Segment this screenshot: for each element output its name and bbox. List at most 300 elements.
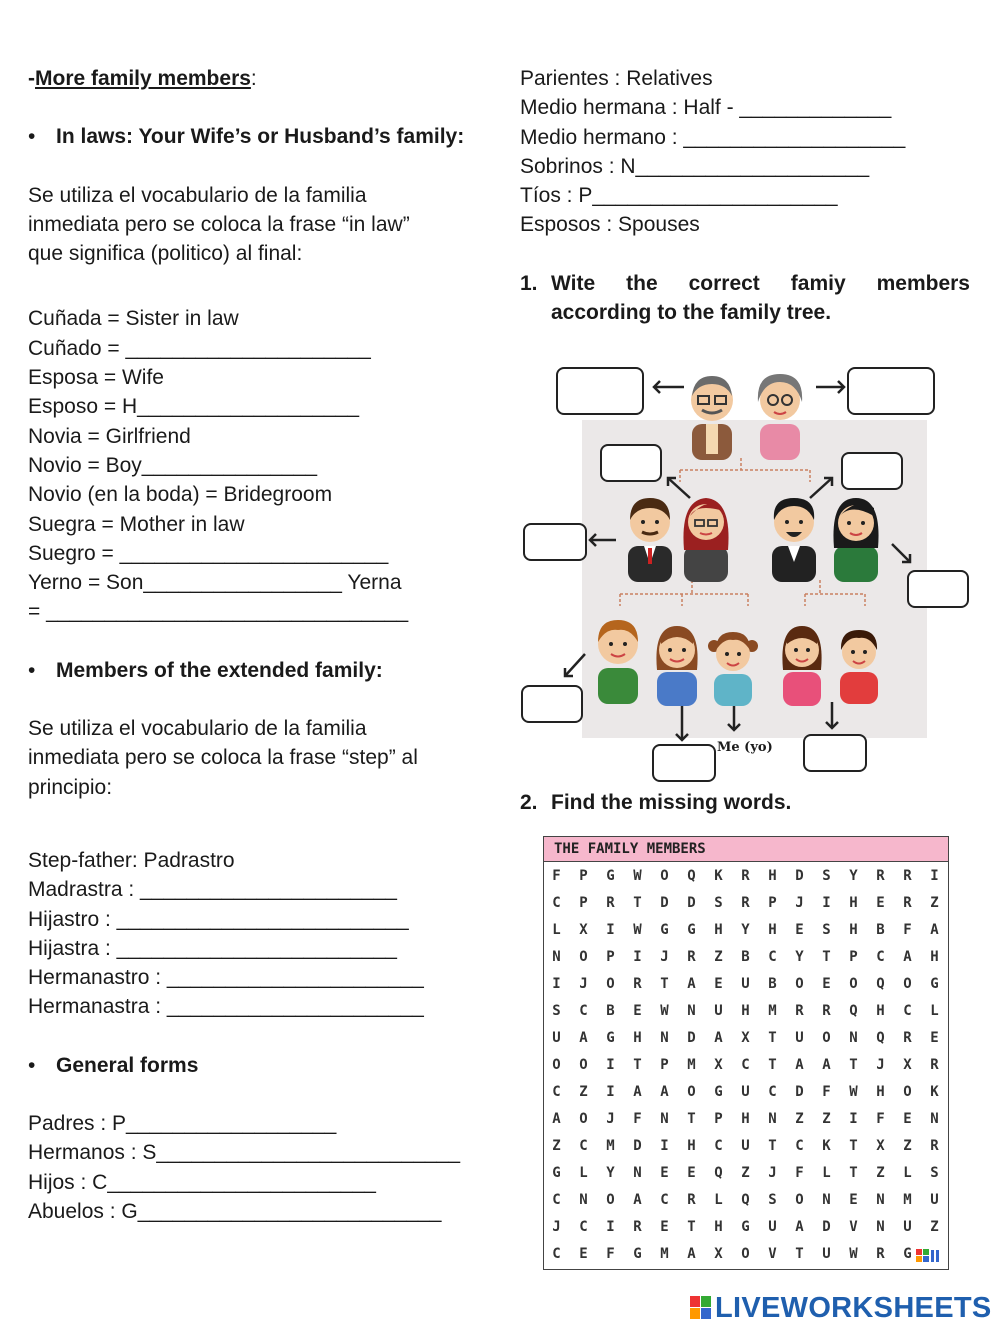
word-search-letter[interactable]: J	[660, 948, 669, 965]
vocab-line: Suegra = Mother in law	[28, 512, 245, 536]
word-search-letter[interactable]: I	[849, 1110, 858, 1127]
word-search-letter[interactable]: E	[795, 921, 804, 938]
family-tree	[520, 358, 970, 788]
word-search-letter[interactable]: R	[903, 894, 912, 911]
word-search-letter[interactable]: D	[660, 894, 669, 911]
word-search-row	[544, 916, 948, 943]
word-search-letter[interactable]: T	[849, 1137, 858, 1154]
word-search-letter[interactable]: Z	[552, 1137, 561, 1154]
liveworksheets-mini-logo	[916, 1247, 946, 1263]
word-search-letter[interactable]: R	[687, 948, 696, 965]
word-search-letter[interactable]: O	[795, 975, 804, 992]
word-search-letter[interactable]: U	[714, 1002, 723, 1019]
word-search-letter[interactable]: Q	[687, 867, 696, 884]
word-search-letter[interactable]: R	[687, 1191, 696, 1208]
word-search-letter[interactable]: Q	[741, 1191, 750, 1208]
question-2-text: Find the missing words.	[551, 791, 792, 814]
word-search-letter[interactable]: T	[660, 975, 669, 992]
vocab-line: Madrastra : ______________________	[28, 878, 397, 902]
word-search-letter[interactable]: J	[606, 1110, 615, 1127]
word-search-letter[interactable]: O	[606, 1191, 615, 1208]
word-search-letter[interactable]: X	[714, 1056, 723, 1073]
extended-desc: Se utiliza el vocabulario de la familia	[28, 717, 367, 741]
word-search-letter[interactable]: G	[714, 1083, 723, 1100]
word-search-letter[interactable]: T	[768, 1137, 777, 1154]
word-search-letter[interactable]: J	[579, 975, 588, 992]
word-search-letter[interactable]: F	[606, 1245, 615, 1262]
word-search-row	[544, 943, 948, 970]
word-search-letter[interactable]: Z	[930, 1218, 939, 1235]
word-search-letter[interactable]: T	[768, 1056, 777, 1073]
word-search-letter[interactable]: I	[552, 975, 561, 992]
word-search-letter[interactable]: E	[903, 1110, 912, 1127]
word-search-letter[interactable]: G	[606, 867, 615, 884]
word-search-letter[interactable]: G	[552, 1164, 561, 1181]
word-search-letter[interactable]: N	[822, 1191, 831, 1208]
word-search-letter[interactable]: O	[579, 1110, 588, 1127]
question-1	[520, 269, 970, 328]
general-title: • General forms	[28, 1051, 478, 1080]
word-search-letter[interactable]: S	[552, 1002, 561, 1019]
word-search-row	[544, 1078, 948, 1105]
word-search-letter[interactable]: G	[606, 1029, 615, 1046]
word-search-letter[interactable]: H	[876, 1083, 885, 1100]
word-search-letter[interactable]: E	[687, 1164, 696, 1181]
word-search-letter[interactable]: R	[876, 1245, 885, 1262]
word-search-letter[interactable]: S	[768, 1191, 777, 1208]
word-search-letter[interactable]: Z	[714, 948, 723, 965]
word-search-letter[interactable]: X	[741, 1029, 750, 1046]
word-search-letter[interactable]: M	[903, 1191, 912, 1208]
word-search-letter[interactable]: H	[849, 894, 858, 911]
word-search-letter[interactable]: H	[687, 1137, 696, 1154]
extended-title: • Members of the extended family:	[28, 656, 478, 685]
word-search-letter[interactable]: U	[795, 1029, 804, 1046]
word-search-letter[interactable]: T	[822, 948, 831, 965]
word-search-letter[interactable]: E	[822, 975, 831, 992]
question-2-number: 2.	[520, 791, 538, 814]
word-search-letter[interactable]: O	[741, 1245, 750, 1262]
word-search-letter[interactable]: R	[633, 1218, 642, 1235]
word-search-letter[interactable]: X	[579, 921, 588, 938]
word-search-letter[interactable]: O	[606, 975, 615, 992]
word-search-letter[interactable]: I	[606, 1083, 615, 1100]
word-search-letter[interactable]: E	[849, 1191, 858, 1208]
word-search-letter[interactable]: N	[687, 1002, 696, 1019]
word-search-letter[interactable]: X	[903, 1056, 912, 1073]
vocab-line: Abuelos : G__________________________	[28, 1199, 442, 1223]
word-search-letter[interactable]: M	[606, 1137, 615, 1154]
word-search-letter[interactable]: S	[822, 921, 831, 938]
word-search-row	[544, 970, 948, 997]
word-search-letter[interactable]: U	[741, 975, 750, 992]
word-search-letter[interactable]: G	[903, 1245, 912, 1262]
word-search-letter[interactable]: E	[876, 894, 885, 911]
word-search-letter[interactable]: F	[633, 1110, 642, 1127]
word-search-letter[interactable]: T	[849, 1164, 858, 1181]
tree-lines	[520, 358, 970, 788]
word-search-letter[interactable]: T	[687, 1110, 696, 1127]
word-search-letter[interactable]: R	[930, 1056, 939, 1073]
word-search-letter[interactable]: Z	[822, 1110, 831, 1127]
word-search-letter[interactable]: R	[822, 1002, 831, 1019]
vocab-line: Novia = Girlfriend	[28, 424, 191, 448]
word-search-letter[interactable]: E	[633, 1002, 642, 1019]
vocab-line: Esposo = H___________________	[28, 395, 360, 419]
word-search-letter[interactable]: W	[633, 867, 642, 884]
word-search-letter[interactable]: C	[552, 1083, 561, 1100]
word-search-letter[interactable]: N	[849, 1029, 858, 1046]
word-search-letter[interactable]: M	[687, 1056, 696, 1073]
word-search-letter[interactable]: J	[768, 1164, 777, 1181]
word-search-row	[544, 1051, 948, 1078]
word-search-letter[interactable]: H	[741, 1002, 750, 1019]
word-search-letter[interactable]: U	[822, 1245, 831, 1262]
answer-box-grandmother[interactable]	[847, 367, 935, 415]
vocab-line: Novio (en la boda) = Bridegroom	[28, 483, 333, 507]
word-search-letter[interactable]: O	[660, 867, 669, 884]
word-search-letter[interactable]: F	[903, 921, 912, 938]
word-search-letter[interactable]: P	[660, 1056, 669, 1073]
word-search-letter[interactable]: B	[876, 921, 885, 938]
word-search-letter[interactable]: I	[660, 1137, 669, 1154]
vocab-line: Step-father: Padrastro	[28, 848, 235, 872]
word-search-letter[interactable]: C	[768, 1083, 777, 1100]
word-search-row	[544, 1186, 948, 1213]
question-1-number: 1.	[520, 271, 538, 295]
word-search	[543, 836, 949, 1270]
word-search-letter[interactable]: H	[849, 921, 858, 938]
word-search-letter[interactable]: H	[930, 948, 939, 965]
word-search-row	[544, 1105, 948, 1132]
word-search-letter[interactable]: A	[687, 1245, 696, 1262]
vocab-line: Hermanos : S__________________________	[28, 1141, 461, 1165]
word-search-grid	[544, 862, 948, 1267]
word-search-letter[interactable]: E	[660, 1218, 669, 1235]
word-search-letter[interactable]: H	[714, 921, 723, 938]
word-search-letter[interactable]: E	[930, 1029, 939, 1046]
word-search-letter[interactable]: O	[579, 1056, 588, 1073]
word-search-letter[interactable]: Q	[849, 1002, 858, 1019]
grandfather-icon	[686, 370, 738, 460]
inlaws-desc: que significa (politico) al final:	[28, 242, 303, 266]
word-search-letter[interactable]: I	[822, 894, 831, 911]
answer-box-uncle[interactable]	[841, 452, 903, 490]
word-search-letter[interactable]: A	[633, 1083, 642, 1100]
word-search-letter[interactable]: G	[930, 975, 939, 992]
word-search-letter[interactable]: C	[552, 894, 561, 911]
cousin-boy-icon	[834, 624, 884, 704]
word-search-letter[interactable]: Y	[606, 1164, 615, 1181]
word-search-letter[interactable]: C	[903, 1002, 912, 1019]
section-heading: -More family members:	[28, 67, 257, 90]
vocab-line: Yerno = Son_________________ Yerna	[28, 571, 402, 595]
me-icon	[708, 626, 758, 706]
word-search-letter[interactable]: S	[822, 867, 831, 884]
left-column	[28, 64, 478, 1226]
word-search-letter[interactable]: Z	[741, 1164, 750, 1181]
word-search-letter[interactable]: Q	[876, 975, 885, 992]
word-search-letter[interactable]: N	[552, 948, 561, 965]
sister-icon	[651, 620, 703, 706]
word-search-row	[544, 862, 948, 889]
word-search-letter[interactable]: C	[741, 1056, 750, 1073]
extended-desc: principio:	[28, 775, 113, 799]
answer-box-brother[interactable]	[521, 685, 583, 723]
me-label: Me (yo)	[717, 740, 773, 755]
word-search-letter[interactable]: N	[876, 1218, 885, 1235]
word-search-letter[interactable]: F	[822, 1083, 831, 1100]
word-search-letter[interactable]: U	[903, 1218, 912, 1235]
vocab-line: Cuñado = _____________________	[28, 336, 371, 360]
word-search-letter[interactable]: Z	[579, 1083, 588, 1100]
vocab-line: Medio hermana : Half - _____________	[520, 96, 892, 120]
word-search-letter[interactable]: A	[822, 1056, 831, 1073]
word-search-letter[interactable]: O	[552, 1056, 561, 1073]
word-search-letter[interactable]: A	[633, 1191, 642, 1208]
word-search-letter[interactable]: G	[660, 921, 669, 938]
word-search-letter[interactable]: W	[633, 921, 642, 938]
word-search-letter[interactable]: F	[795, 1164, 804, 1181]
word-search-letter[interactable]: R	[876, 867, 885, 884]
vocab-line: Esposos : Spouses	[520, 213, 700, 237]
word-search-letter[interactable]: T	[795, 1245, 804, 1262]
word-search-letter[interactable]: K	[930, 1083, 939, 1100]
word-search-letter[interactable]: A	[714, 1029, 723, 1046]
word-search-letter[interactable]: L	[579, 1164, 588, 1181]
answer-box-grandfather[interactable]	[556, 367, 644, 415]
word-search-letter[interactable]: M	[660, 1245, 669, 1262]
word-search-letter[interactable]: P	[579, 894, 588, 911]
word-search-letter[interactable]: P	[849, 948, 858, 965]
word-search-letter[interactable]: P	[606, 948, 615, 965]
word-search-letter[interactable]: D	[687, 894, 696, 911]
word-search-letter[interactable]: Y	[849, 867, 858, 884]
word-search-letter[interactable]: H	[876, 1002, 885, 1019]
word-search-letter[interactable]: Y	[741, 921, 750, 938]
word-search-letter[interactable]: U	[741, 1083, 750, 1100]
word-search-letter[interactable]: C	[768, 948, 777, 965]
inlaws-desc: Se utiliza el vocabulario de la familia	[28, 183, 367, 207]
word-search-letter[interactable]: R	[795, 1002, 804, 1019]
vocab-line: Cuñada = Sister in law	[28, 307, 239, 331]
word-search-letter[interactable]: Z	[903, 1137, 912, 1154]
word-search-letter[interactable]: P	[768, 894, 777, 911]
word-search-letter[interactable]: N	[633, 1164, 642, 1181]
word-search-letter[interactable]: A	[687, 975, 696, 992]
word-search-letter[interactable]: Y	[795, 948, 804, 965]
word-search-letter[interactable]: C	[579, 1218, 588, 1235]
word-search-letter[interactable]: T	[687, 1218, 696, 1235]
word-search-letter[interactable]: D	[633, 1137, 642, 1154]
word-search-letter[interactable]: C	[552, 1191, 561, 1208]
word-search-letter[interactable]: R	[903, 1029, 912, 1046]
word-search-letter[interactable]: R	[606, 894, 615, 911]
vocab-line: Medio hermano : ___________________	[520, 125, 906, 149]
word-search-letter[interactable]: E	[579, 1245, 588, 1262]
word-search-letter[interactable]: B	[606, 1002, 615, 1019]
word-search-letter[interactable]: C	[552, 1245, 561, 1262]
word-search-letter[interactable]: H	[768, 921, 777, 938]
word-search-letter[interactable]: S	[930, 1164, 939, 1181]
word-search-letter[interactable]: K	[714, 867, 723, 884]
word-search-letter[interactable]: R	[741, 867, 750, 884]
word-search-letter[interactable]: N	[660, 1029, 669, 1046]
word-search-row	[544, 1240, 948, 1267]
word-search-letter[interactable]: Z	[795, 1110, 804, 1127]
word-search-letter[interactable]: Q	[876, 1029, 885, 1046]
word-search-letter[interactable]: E	[714, 975, 723, 992]
word-search-letter[interactable]: D	[795, 1083, 804, 1100]
word-search-letter[interactable]: Z	[930, 894, 939, 911]
word-search-letter[interactable]: P	[714, 1110, 723, 1127]
word-search-letter[interactable]: N	[579, 1191, 588, 1208]
word-search-letter[interactable]: C	[714, 1137, 723, 1154]
word-search-letter[interactable]: R	[903, 867, 912, 884]
word-search-letter[interactable]: U	[768, 1218, 777, 1235]
word-search-letter[interactable]: V	[768, 1245, 777, 1262]
word-search-letter[interactable]: I	[606, 1056, 615, 1073]
word-search-letter[interactable]: W	[849, 1245, 858, 1262]
word-search-letter[interactable]: L	[903, 1164, 912, 1181]
word-search-letter[interactable]: E	[660, 1164, 669, 1181]
answer-box-sister[interactable]	[652, 744, 716, 782]
word-search-letter[interactable]: I	[606, 921, 615, 938]
word-search-letter[interactable]: H	[714, 1218, 723, 1235]
word-search-letter[interactable]: C	[579, 1002, 588, 1019]
word-search-letter[interactable]: W	[660, 1002, 669, 1019]
word-search-letter[interactable]: F	[876, 1110, 885, 1127]
word-search-letter[interactable]: L	[822, 1164, 831, 1181]
word-search-letter[interactable]: R	[930, 1137, 939, 1154]
word-search-letter[interactable]: Q	[714, 1164, 723, 1181]
word-search-letter[interactable]: R	[633, 975, 642, 992]
word-search-title: THE FAMILY MEMBERS	[544, 837, 948, 862]
answer-box-father[interactable]	[523, 523, 587, 561]
word-search-letter[interactable]: N	[660, 1110, 669, 1127]
word-search-letter[interactable]: T	[633, 894, 642, 911]
word-search-letter[interactable]: L	[714, 1191, 723, 1208]
vocab-line: Novio = Boy_______________	[28, 453, 317, 477]
word-search-letter[interactable]: T	[768, 1029, 777, 1046]
word-search-letter[interactable]: O	[579, 948, 588, 965]
vocab-line: Hermanastro : ______________________	[28, 966, 424, 990]
word-search-letter[interactable]: U	[930, 1191, 939, 1208]
word-search-letter[interactable]: N	[768, 1110, 777, 1127]
aunt-icon	[830, 490, 882, 582]
liveworksheets-logo-icon	[690, 1296, 712, 1320]
word-search-letter[interactable]: B	[741, 948, 750, 965]
word-search-letter[interactable]: M	[768, 1002, 777, 1019]
word-search-letter[interactable]: D	[822, 1218, 831, 1235]
word-search-letter[interactable]: I	[930, 867, 939, 884]
word-search-letter[interactable]: I	[633, 948, 642, 965]
extended-desc: inmediata pero se coloca la frase “step” al	[28, 746, 418, 770]
word-search-letter[interactable]: O	[795, 1191, 804, 1208]
brother-icon	[592, 614, 644, 704]
word-search-letter[interactable]: S	[714, 894, 723, 911]
word-search-letter[interactable]: R	[741, 894, 750, 911]
word-search-letter[interactable]: J	[876, 1056, 885, 1073]
word-search-letter[interactable]: O	[687, 1083, 696, 1100]
word-search-letter[interactable]: O	[903, 1083, 912, 1100]
word-search-letter[interactable]: G	[633, 1245, 642, 1262]
word-search-row	[544, 1024, 948, 1051]
word-search-letter[interactable]: A	[795, 1218, 804, 1235]
vocab-line: Hijos : C_______________________	[28, 1170, 376, 1194]
answer-box-cousin[interactable]	[803, 734, 867, 772]
word-search-letter[interactable]: A	[795, 1056, 804, 1073]
word-search-row	[544, 1132, 948, 1159]
word-search-letter[interactable]: H	[768, 867, 777, 884]
word-search-letter[interactable]: T	[633, 1056, 642, 1073]
vocab-line: Esposa = Wife	[28, 366, 164, 390]
word-search-letter[interactable]: X	[714, 1245, 723, 1262]
word-search-letter[interactable]: W	[849, 1083, 858, 1100]
word-search-letter[interactable]: A	[660, 1083, 669, 1100]
vocab-line: Hijastro : _________________________	[28, 907, 409, 931]
word-search-letter[interactable]: I	[606, 1218, 615, 1235]
word-search-letter[interactable]: A	[579, 1029, 588, 1046]
word-search-letter[interactable]: J	[795, 894, 804, 911]
word-search-letter[interactable]: C	[660, 1191, 669, 1208]
word-search-letter[interactable]: A	[903, 948, 912, 965]
word-search-letter[interactable]: K	[822, 1137, 831, 1154]
liveworksheets-logo-text: LIVEWORKSHEETS	[715, 1292, 992, 1324]
word-search-letter[interactable]: L	[930, 1002, 939, 1019]
word-search-letter[interactable]: C	[876, 948, 885, 965]
word-search-letter[interactable]: O	[849, 975, 858, 992]
word-search-letter[interactable]: B	[768, 975, 777, 992]
vocab-line: = _______________________________	[28, 600, 409, 624]
answer-box-aunt[interactable]	[907, 570, 969, 608]
word-search-letter[interactable]: J	[552, 1218, 561, 1235]
word-search-letter[interactable]: D	[795, 867, 804, 884]
word-search-letter[interactable]: C	[795, 1137, 804, 1154]
word-search-letter[interactable]: G	[741, 1218, 750, 1235]
word-search-letter[interactable]: X	[876, 1137, 885, 1154]
word-search-letter[interactable]: H	[741, 1110, 750, 1127]
vocab-line: Tíos : P_____________________	[520, 184, 838, 208]
word-search-letter[interactable]: T	[849, 1056, 858, 1073]
word-search-letter[interactable]: D	[687, 1029, 696, 1046]
word-search-letter[interactable]: L	[552, 921, 561, 938]
word-search-letter[interactable]: H	[633, 1029, 642, 1046]
word-search-letter[interactable]: N	[876, 1191, 885, 1208]
word-search-letter[interactable]: P	[579, 867, 588, 884]
word-search-letter[interactable]: A	[930, 921, 939, 938]
vocab-line: Padres : P__________________	[28, 1112, 337, 1136]
mother-icon	[680, 490, 732, 582]
word-search-letter[interactable]: C	[579, 1137, 588, 1154]
cousin-girl-icon	[777, 620, 827, 706]
word-search-letter[interactable]: U	[741, 1137, 750, 1154]
word-search-letter[interactable]: O	[822, 1029, 831, 1046]
word-search-letter[interactable]: G	[687, 921, 696, 938]
answer-box-aunt-by-marriage[interactable]	[600, 444, 662, 482]
word-search-letter[interactable]: N	[930, 1110, 939, 1127]
word-search-letter[interactable]: U	[552, 1029, 561, 1046]
word-search-letter[interactable]: A	[552, 1110, 561, 1127]
right-column	[520, 64, 970, 327]
word-search-letter[interactable]: F	[552, 867, 561, 884]
vocab-line: Sobrinos : N____________________	[520, 154, 870, 178]
liveworksheets-logo	[690, 1292, 992, 1325]
word-search-letter[interactable]: Z	[876, 1164, 885, 1181]
word-search-letter[interactable]: V	[849, 1218, 858, 1235]
word-search-letter[interactable]: O	[903, 975, 912, 992]
vocab-line: Suegro = _______________________	[28, 541, 389, 565]
